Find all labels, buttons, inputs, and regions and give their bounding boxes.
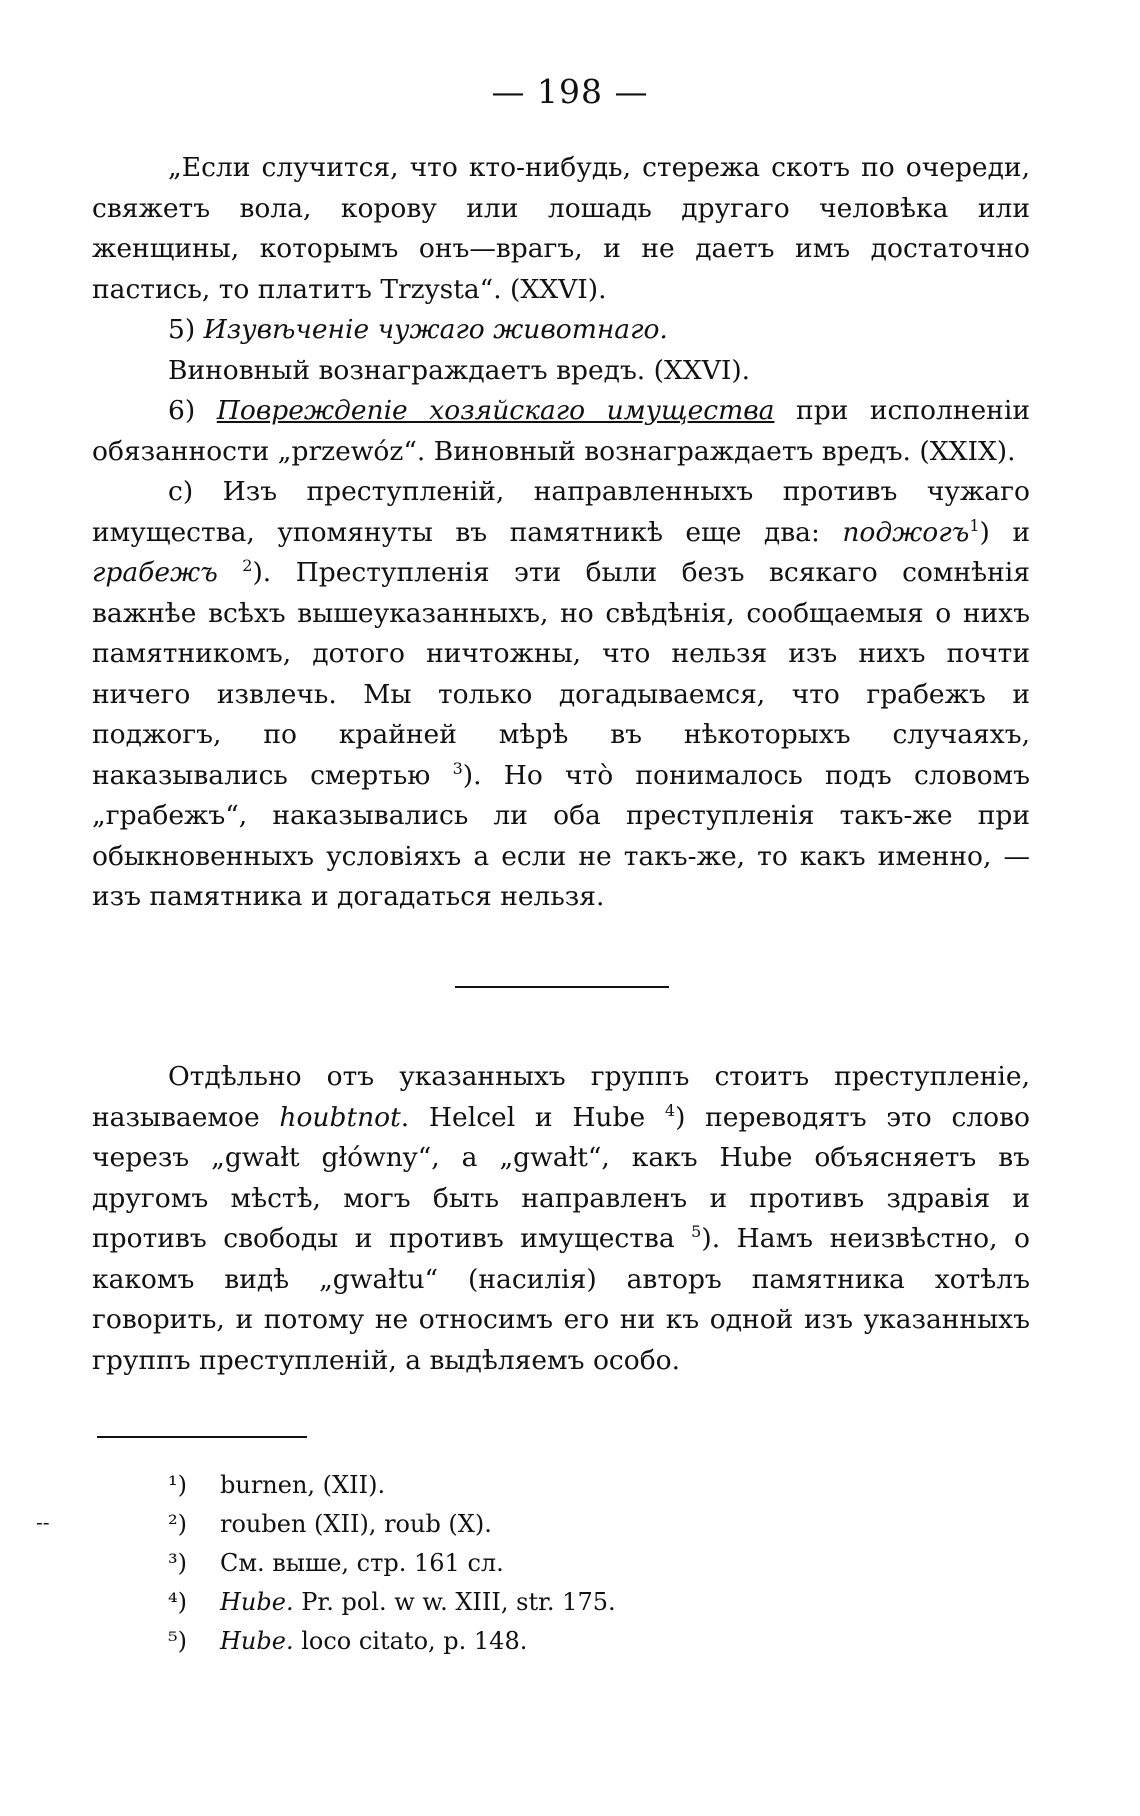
footnote-text: loco citato, p. 148. [293, 1627, 528, 1655]
page-number: — 198 — [491, 72, 649, 111]
footnote-ref-5: 5 [691, 1222, 702, 1242]
item-number: 5) [168, 314, 196, 345]
item-title: Изувѣченіе чужаго животнаго. [203, 314, 668, 345]
text-run: ) переводятъ это слово черезъ „gwałt główny“, а „gwałt“, какъ Hube объясняетъ въ другомъ мѣстѣ, могъ быть направленъ и противъ здравія и противъ свободы и противъ имущества [92, 1101, 1030, 1254]
term-robbery: грабежъ [92, 557, 218, 588]
footnote-ref-2: 2 [242, 556, 253, 576]
main-text-section-2 [92, 1057, 1030, 1381]
text-run: ). Намъ неизвѣстно, о какомъ видѣ „gwałtu“ (насилія) авторъ памятника хотѣлъ говорить, и потому не относимъ его ни къ одной изъ указанныхъ группъ преступленій, а выдѣляемъ особо. [92, 1223, 1030, 1376]
text-run: Отдѣльно отъ указанныхъ группъ стоитъ преступленіе, называемое [92, 1061, 1030, 1133]
footnote-mark: ¹) [168, 1471, 187, 1499]
footnote [168, 1622, 868, 1661]
paragraph-penalty: Виновный вознаграждаетъ вредъ. (XXVI). [168, 354, 751, 386]
paragraph-item-5 [92, 310, 1030, 351]
footnote-author: Hube. [220, 1588, 294, 1616]
paragraph-item-6 [92, 391, 1030, 472]
footnote-mark: ³) [168, 1549, 187, 1577]
item-number: 6) [168, 395, 196, 426]
footnote-ref-1: 1 [969, 515, 980, 535]
footnote-text: См. выше, стр. 161 сл. [220, 1549, 504, 1577]
footnote-author: Hube. [220, 1627, 294, 1655]
footnote [168, 1505, 868, 1544]
text-run: с) Изъ преступленій, направленныхъ противъ чужаго имущества, упомянуты въ памятникѣ еще два: [92, 476, 1030, 548]
footnote-text: rouben (XII), roub (X). [220, 1510, 492, 1538]
text-run [218, 557, 242, 588]
margin-mark: -- [36, 1510, 50, 1534]
footnote-ref-3: 3 [452, 758, 463, 778]
footnote-mark: ⁴) [168, 1588, 187, 1616]
term-houbtnot: houbtnot [279, 1101, 401, 1133]
footnote [168, 1583, 868, 1622]
main-text-section-1 [92, 148, 1030, 918]
item-text: при исполненіи обязанности „przewóz“. Виновный вознаграждаетъ вредъ. (XXIX). [92, 395, 1030, 467]
term-arson: поджогъ [842, 516, 970, 548]
footnote-divider [97, 1436, 307, 1438]
paragraph-houbtnot [92, 1057, 1030, 1381]
footnote-text: Pr. pol. w w. XIII, str. 175. [293, 1588, 616, 1616]
footnote [168, 1466, 868, 1505]
footnote [168, 1544, 868, 1583]
paragraph-section-c [92, 472, 1030, 918]
footnotes [168, 1466, 868, 1661]
footnote-text: burnen, (XII). [220, 1471, 386, 1499]
footnote-ref-4: 4 [664, 1100, 676, 1120]
section-divider [455, 986, 669, 988]
paragraph-quote: „Если случится, что кто-нибудь, стережа скотъ по очереди, свяжетъ вола, корову или лошадь другаго человѣка или женщины, которымъ онъ—врагъ, и не даетъ имъ достаточно пастись, то платитъ Trzysta“. (XXVI). [92, 152, 1030, 305]
text-run: ). Преступленія эти были безъ всякаго сомнѣнія важнѣе всѣхъ вышеуказанныхъ, но свѣдѣнія, сообщаемыя о нихъ памятникомъ, дотого ничтожны, что нельзя изъ нихъ почти ничего извлечь. Мы только догадываемся, что грабежъ и поджогъ, по крайней мѣрѣ въ нѣкоторыхъ случаяхъ, наказывались смертью [92, 557, 1030, 791]
text-run: . Helcel и Hube [400, 1101, 665, 1133]
text-run: ). Но что̀ понималось подъ словомъ „грабежъ“, наказывались ли оба преступленія такъ-же при обыкновенныхъ условіяхъ а если не такъ-же, то какъ именно, — изъ памятника и догадаться нельзя. [92, 759, 1030, 912]
item-title: Повреждепіе хозяйскаго имущества [216, 395, 775, 426]
footnote-mark: ⁵) [168, 1627, 187, 1655]
text-run: ) и [979, 516, 1030, 548]
footnote-mark: ²) [168, 1510, 187, 1538]
